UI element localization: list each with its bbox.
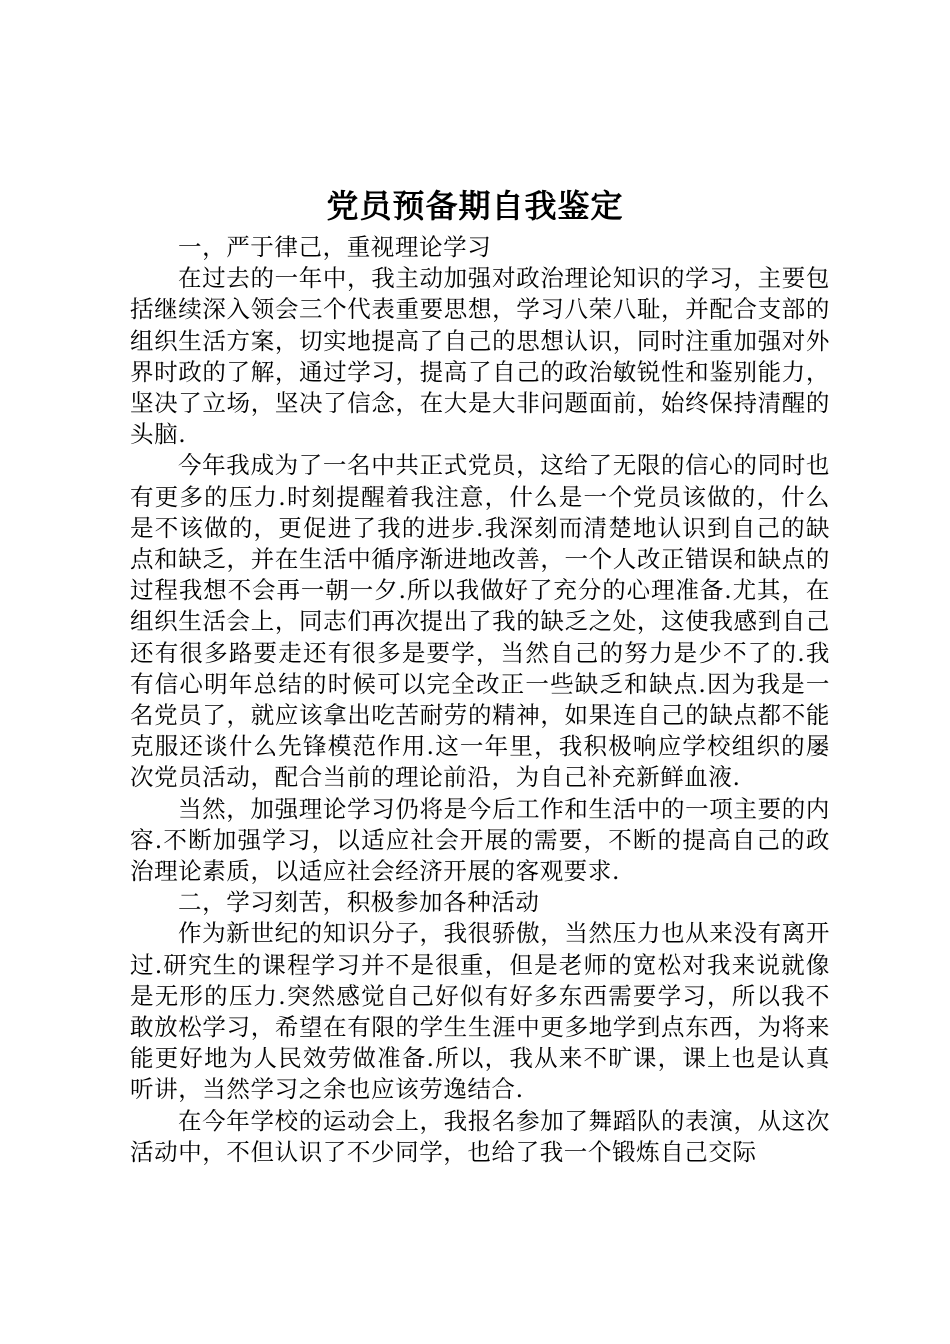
paragraph-3: 当然，加强理论学习仍将是今后工作和生活中的一项主要的内容.不断加强学习，以适应社会开展的需要，不断的提高自己的政治理论素质，以适应社会经济开展的客观要求. [130,794,830,886]
paragraph-4: 作为新世纪的知识分子，我很骄傲，当然压力也从来没有离开过.研究生的课程学习并不是很重，但是老师的宽松对我来说就像是无形的压力.突然感觉自己好似有好多东西需要学习，所以我不敢放松学习，希望在有限的学生生涯中更多地学到点东西，为将来能更好地为人民效劳做准备.所以，我从来不旷课，课上也是认真听讲，当然学习之余也应该劳逸结合. [130,919,830,1104]
document-body [130,232,830,1168]
document-title: 党员预备期自我鉴定 [326,187,624,225]
section-heading-1: 一，严于律己，重视理论学习 [178,233,492,261]
paragraph-1: 在过去的一年中，我主动加强对政治理论知识的学习，主要包括继续深入领会三个代表重要思想，学习八荣八耻，并配合支部的组织生活方案，切实地提高了自己的思想认识，同时注重加强对外界时政的了解，通过学习，提高了自己的政治敏锐性和鉴别能力，坚决了立场，坚决了信念，在大是大非问题面前，始终保持清醒的头脑. [130,264,830,449]
section-heading-2: 二，学习刻苦，积极参加各种活动 [178,888,540,917]
paragraph-2: 今年我成为了一名中共正式党员，这给了无限的信心的同时也有更多的压力.时刻提醒着我注意，什么是一个党员该做的，什么是不该做的，更促进了我的进步.我深刻而清楚地认识到自己的缺点和缺乏，并在生活中循序渐进地改善，一个人改正错误和缺点的过程我想不会再一朝一夕.所以我做好了充分的心理准备.尤其，在组织生活会上，同志们再次提出了我的缺乏之处，这使我感到自己还有很多路要走还有很多是要学，当然自己的努力是少不了的.我有信心明年总结的时候可以完全改正一些缺乏和缺点.因为我是一名党员了，就应该拿出吃苦耐劳的精神，如果连自己的缺点都不能克服还谈什么先锋模范作用.这一年里，我积极响应学校组织的屡次党员活动，配合当前的理论前沿，为自己补充新鲜血液. [130,451,830,792]
paragraph-5: 在今年学校的运动会上，我报名参加了舞蹈队的表演，从这次活动中，不但认识了不少同学，也给了我一个锻炼自己交际 [130,1106,830,1166]
